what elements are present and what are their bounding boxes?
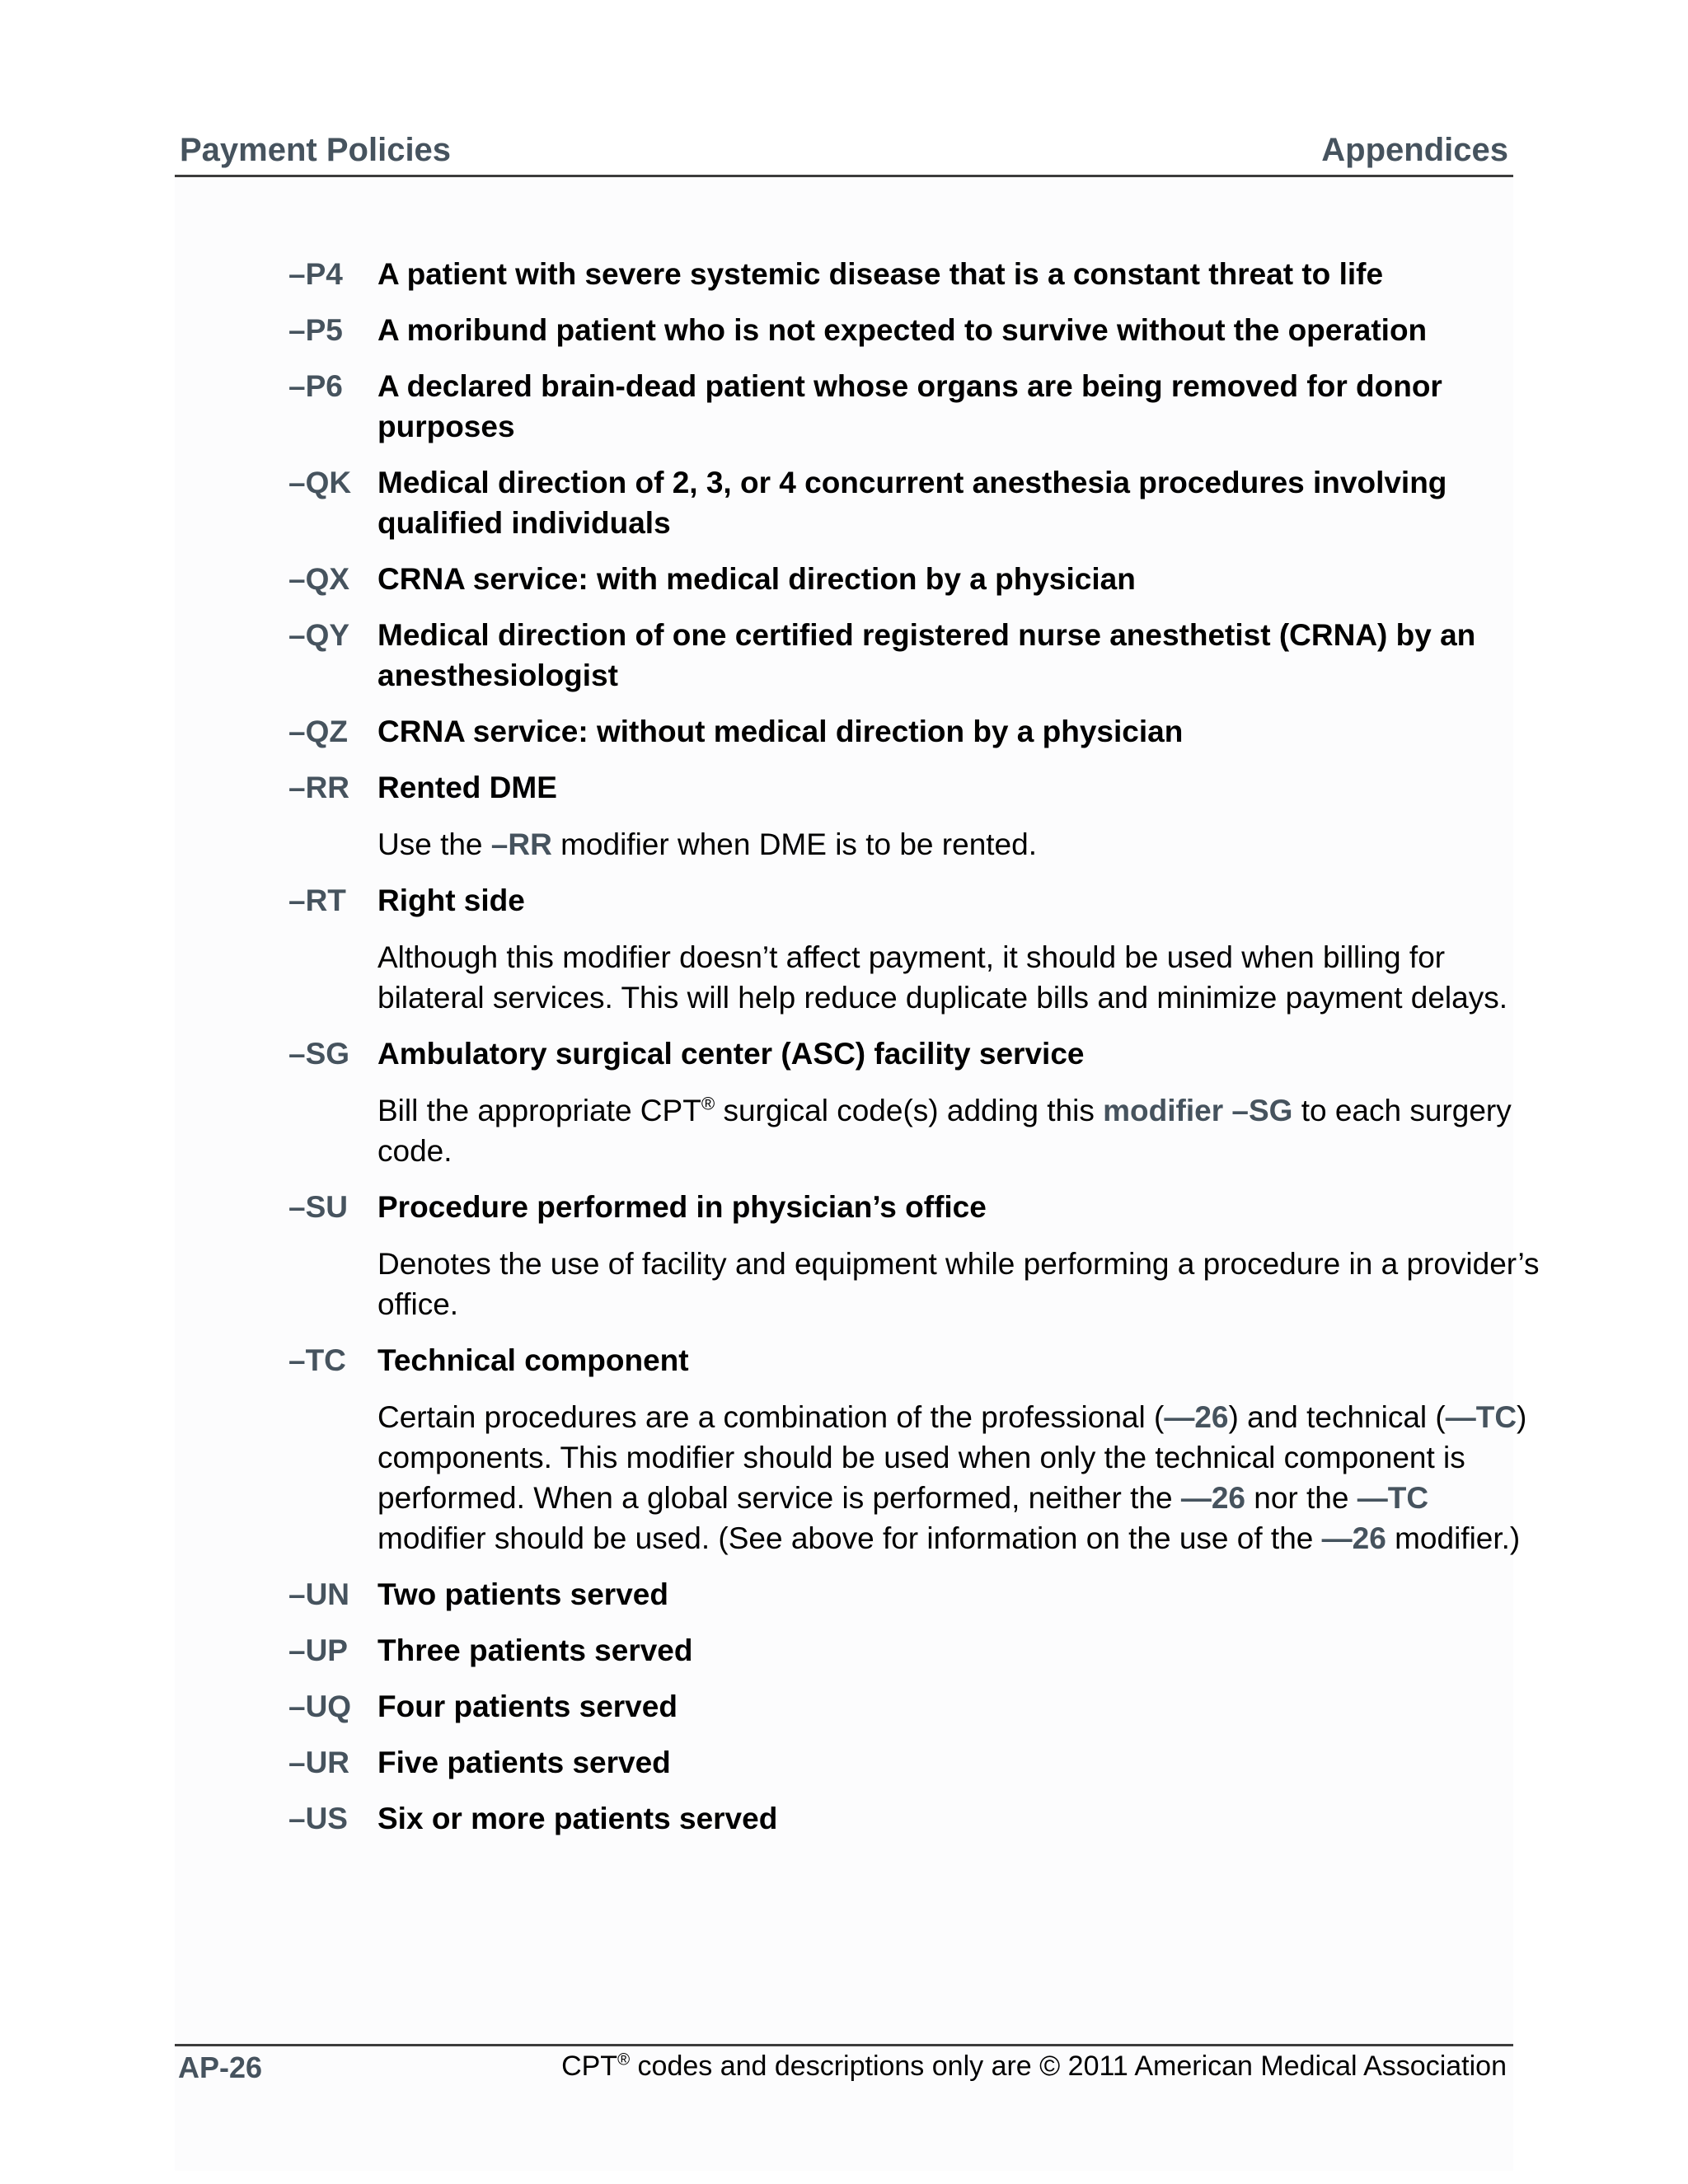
registered-mark: ® [701,1093,715,1114]
modifier-code: –P5 [288,313,343,347]
modifier-title: Right side [377,883,525,917]
copyright-text: codes and descriptions only are © 2011 American Medical Association [630,2050,1507,2082]
modifier-title: Six or more patients served [377,1802,778,1835]
description-text: modifier should be used. (See above for information on the use of the [377,1521,1322,1555]
description-text: Certain procedures are a combination of the professional ( [377,1400,1165,1434]
description-text: modifier.) [1386,1521,1521,1555]
modifier-title: CRNA service: with medical direction by a physician [377,562,1136,596]
description-text: ) and technical ( [1228,1400,1446,1434]
description-text: modifier when DME is to be rented. [551,827,1037,861]
modifier-title: CRNA service: without medical direction by a physician [377,715,1184,748]
modifier-list [288,254,1541,1854]
description-text: surgical code(s) adding this [715,1094,1104,1127]
modifier-title: Three patients served [377,1633,693,1667]
modifier-title: A patient with severe systemic disease that is a constant threat to life [377,257,1384,291]
modifier-reference: —26 [1321,1521,1386,1555]
modifier-entry-tc [288,1340,1541,1558]
modifier-reference: —TC [1357,1481,1429,1515]
modifier-reference: –RR [490,827,552,861]
modifier-code: –RT [288,883,346,917]
modifier-code: –QX [288,562,350,596]
modifier-code: –UN [288,1577,350,1611]
header-section-title: Payment Policies [180,132,452,168]
modifier-description [377,1090,1541,1171]
modifier-title: A declared brain-dead patient whose organs are being removed for donor purposes [377,369,1442,443]
description-text: Bill the appropriate CPT [377,1094,701,1127]
modifier-code: –QY [288,618,350,652]
modifier-entry-sg [288,1033,1541,1171]
modifier-reference: —26 [1180,1481,1245,1515]
modifier-description [377,937,1541,1018]
footer-divider [175,2044,1513,2046]
modifier-title: Procedure performed in physician’s office [377,1190,987,1224]
modifier-entry-rr [288,767,1541,865]
cpt-label: CPT [561,2050,618,2082]
modifier-title: Medical direction of one certified registered nurse anesthetist (CRNA) by an anesthesiologist [377,618,1476,692]
page-number: AP-26 [178,2050,263,2084]
modifier-entry-su [288,1187,1541,1324]
modifier-entry-uq [288,1686,1541,1727]
modifier-entry-un [288,1574,1541,1615]
description-text: nor the [1245,1481,1357,1515]
modifier-code: –UR [288,1746,350,1779]
modifier-entry-p6 [288,366,1541,447]
modifier-code: –UQ [288,1690,352,1723]
modifier-entry-up [288,1630,1541,1671]
header-chapter-title: Appendices [1321,132,1508,168]
modifier-title: Medical direction of 2, 3, or 4 concurrent anesthesia procedures involving qualified individuals [377,466,1447,540]
modifier-code: –SU [288,1190,348,1224]
modifier-title: Ambulatory surgical center (ASC) facility service [377,1037,1085,1071]
description-text: Denotes the use of facility and equipment while performing a procedure in a provider’s office. [377,1247,1540,1321]
modifier-reference: —26 [1164,1400,1229,1434]
description-text: Use the [377,827,491,861]
modifier-entry-qy [288,615,1541,696]
description-text: Although this modifier doesn’t affect payment, it should be used when billing for bilateral services. This will help reduce duplicate bills and minimize payment delays. [377,940,1508,1015]
page-header [175,130,1513,177]
modifier-code: –QZ [288,715,348,748]
modifier-entry-qz [288,711,1541,752]
description-text: to each surgery code. [377,1094,1512,1168]
modifier-code: –P4 [288,257,343,291]
modifier-code: –P6 [288,369,343,403]
modifier-code: –SG [288,1037,350,1071]
copyright-notice [561,2050,1507,2083]
modifier-entry-qx [288,559,1541,599]
modifier-reference: modifier –SG [1103,1094,1293,1127]
modifier-entry-qk [288,462,1541,543]
modifier-entry-p5 [288,310,1541,350]
modifier-title: Two patients served [377,1577,668,1611]
modifier-title: Rented DME [377,771,557,804]
modifier-entry-p4 [288,254,1541,294]
modifier-code: –TC [288,1343,346,1377]
modifier-code: –QK [288,466,352,499]
description-text: ) components. This modifier should be used when only the technical component is performed. When a global service is performed, neither the [377,1400,1527,1515]
modifier-title: Four patients served [377,1690,678,1723]
modifier-code: –UP [288,1633,348,1667]
modifier-entry-ur [288,1742,1541,1783]
modifier-title: Five patients served [377,1746,671,1779]
modifier-description [377,1397,1541,1558]
modifier-title: A moribund patient who is not expected to survive without the operation [377,313,1428,347]
modifier-code: –US [288,1802,348,1835]
modifier-description [377,824,1541,865]
modifier-entry-us [288,1798,1541,1839]
modifier-code: –RR [288,771,350,804]
modifier-title: Technical component [377,1343,689,1377]
modifier-reference: —TC [1445,1400,1517,1434]
registered-mark: ® [617,2050,631,2069]
modifier-description [377,1244,1541,1324]
modifier-entry-rt [288,880,1541,1018]
